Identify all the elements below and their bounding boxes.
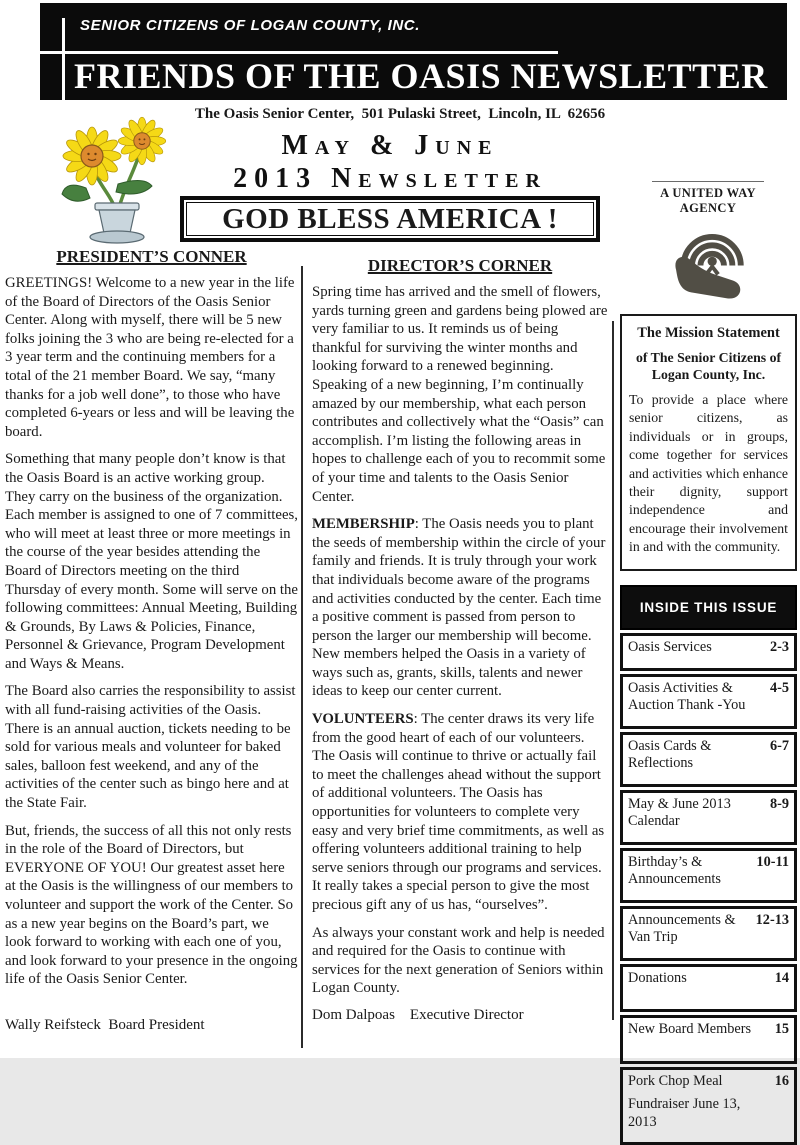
toc-row bbox=[620, 674, 797, 729]
inside-this-issue-table bbox=[620, 585, 797, 1145]
mission-body: To provide a place where senior citizens, as individuals or in groups, come together for services and activities which enhance their dignity, support independence and encourage their involvement in and with the community. bbox=[629, 391, 788, 557]
directors-paragraph bbox=[312, 924, 608, 998]
united-way-rule bbox=[652, 181, 764, 182]
toc-row-title: New Board Members bbox=[628, 1021, 775, 1039]
presidents-paragraph: But, friends, the success of all this not only rests in the role of the Board of Directors, but EVERYONE OF YOU! Our greatest asset here at the Oasis is the willingness of our members to volunteer and support the work of the Center. So as a new year begins on the Board’s part, we look forward to working with each one of you, and look forward to your presence in the ongoing life of the Oasis Senior Center. bbox=[5, 822, 298, 989]
directors-paragraph bbox=[312, 710, 608, 915]
toc-row-title-block bbox=[628, 1073, 775, 1132]
toc-row bbox=[620, 1015, 797, 1064]
toc-row-pages: 14 bbox=[775, 970, 789, 988]
toc-row-subtitle: Fundraiser June 13, 2013 bbox=[628, 1096, 771, 1131]
toc-row-title: Oasis Cards & Reflections bbox=[628, 738, 770, 773]
directors-paragraph bbox=[312, 283, 608, 506]
organization-name: SENIOR CITIZENS OF LOGAN COUNTY, INC. bbox=[80, 17, 420, 34]
presidents-corner-article bbox=[5, 247, 298, 1034]
toc-row-pages: 10-11 bbox=[756, 854, 789, 872]
toc-row bbox=[620, 1067, 797, 1145]
column-divider-right bbox=[612, 321, 614, 1020]
paragraph-text: : The center draws its very life from the good heart of each of our volunteers. The Oasis will continue to thrive or actually fail to meet the challenges ahead without the support of additional volunteers. The Oasis has opportunities for volunteers to complete very easy and very brief time commitments, as well as offering volunteers additional training to help serve seniors through our programs and services. It really takes a special person to give the most precious gift any of us has, “ourselves”. bbox=[312, 711, 604, 913]
presidents-paragraph: Something that many people don’t know is that the Oasis Board is an active working group. They carry on the business of the organization. Each member is assigned to one of 7 committees, who will meet at least three or more meetings in the course of the year besides attending the Board of Directors meeting on the third Thursday of every month. Some will serve on the following committees: Annual Meeting, Building & Grounds, By Laws & Policies, Finance, Personnel & Grievance, Program Development and Ways & Means. bbox=[5, 450, 298, 673]
toc-row-title: Oasis Services bbox=[628, 639, 770, 657]
column-divider-left bbox=[301, 266, 303, 1048]
center-address: The Oasis Senior Center, 501 Pulaski Street, Lincoln, IL 62656 bbox=[0, 106, 800, 123]
toc-row-title: Pork Chop Meal bbox=[628, 1073, 771, 1091]
directors-corner-article bbox=[312, 256, 608, 1024]
toc-row-title: Oasis Activities & Auction Thank -You bbox=[628, 680, 770, 715]
presidents-paragraph: The Board also carries the responsibility to assist with all fund-raising activities of the Oasis. There is an annual auction, tickets needing to be sold for various meals and volunteer for baked sales, balloon fest weekend, and any of the activities of the center such as bingo here and at the State Fair. bbox=[5, 682, 298, 812]
toc-row bbox=[620, 848, 797, 903]
inside-this-issue-header: INSIDE THIS ISSUE bbox=[620, 585, 797, 630]
toc-row-pages: 2-3 bbox=[770, 639, 789, 657]
paragraph-text: Spring time has arrived and the smell of flowers, yards turning green and gardens being plowed are very familiar to us. It reminds us of being thankful for surviving the winter months and looking forward to a renewed beginning. Speaking of a new beginning, I’m continually amazed by our membership, what each person contributes and collectively what the “Oasis” can accomplish. I’m listing the following areas in hopes to challenge each of you to recommit some of your time and talents to the Oasis Senior Center. bbox=[312, 284, 607, 505]
toc-row bbox=[620, 906, 797, 961]
sunflower-pot-image bbox=[52, 122, 184, 248]
masthead-horizontal-rule bbox=[40, 51, 558, 54]
paragraph-lead: VOLUNTEERS bbox=[312, 711, 414, 727]
toc-row-pages: 16 bbox=[775, 1073, 789, 1091]
issue-title bbox=[180, 129, 600, 195]
toc-row-title: May & June 2013 Calendar bbox=[628, 796, 770, 831]
masthead-banner bbox=[40, 3, 787, 100]
president-signature: Wally Reifsteck Board President bbox=[5, 1017, 298, 1034]
paragraph-text: As always your constant work and help is needed and required for the Oasis to continue with services for the next generation of Seniors within Logan County. bbox=[312, 925, 605, 997]
toc-row bbox=[620, 964, 797, 1013]
presidents-paragraph: GREETINGS! Welcome to a new year in the life of the Board of Directors of the Oasis Senior Center. Along with myself, there will be 5 new folks joining the 3 who are being re-elected for a 3 year term and the continuing members for a total of the 21 member Board. We say, “many thanks for a job well done”, to those who have completed 6-years or less and will be leaving the board. bbox=[5, 274, 298, 441]
toc-row bbox=[620, 732, 797, 787]
presidents-corner-heading: PRESIDENT’S CONNER bbox=[5, 247, 298, 267]
paragraph-text: : The Oasis needs you to plant the seeds of membership within the circle of your family and friends. It is truly through your work that individuals become aware of the programs and activities conducted by the center. Each time a positive comment is passed from person to person the larger our membership will become. New members helped the Oasis in a variety of ways such as, grants, skills, talents and newer ideas to keep our center current. bbox=[312, 516, 605, 699]
issue-year-line: 2013 Newsletter bbox=[180, 162, 600, 195]
newsletter-title: FRIENDS OF THE OASIS NEWSLETTER bbox=[74, 55, 768, 97]
mission-title: The Mission Statement bbox=[629, 325, 788, 342]
god-bless-america-text: GOD BLESS AMERICA ! bbox=[222, 203, 558, 236]
issue-month-line: May & June bbox=[180, 129, 600, 162]
united-way-label: A UNITED WAY AGENCY bbox=[643, 186, 773, 216]
united-way-block bbox=[643, 181, 773, 312]
toc-row-pages: 15 bbox=[775, 1021, 789, 1039]
toc-row-pages: 6-7 bbox=[770, 738, 789, 756]
paragraph-lead: MEMBERSHIP bbox=[312, 516, 415, 532]
mission-subtitle: of The Senior Citizens of Logan County, Inc. bbox=[629, 349, 788, 383]
toc-row-pages: 4-5 bbox=[770, 680, 789, 698]
masthead-vertical-rule bbox=[62, 18, 65, 100]
toc-row bbox=[620, 633, 797, 671]
director-signature: Dom Dalpoas Executive Director bbox=[312, 1007, 608, 1024]
toc-row-pages: 12-13 bbox=[756, 912, 789, 930]
toc-row bbox=[620, 790, 797, 845]
mission-statement-box bbox=[620, 314, 797, 571]
directors-corner-heading: DIRECTOR’S CORNER bbox=[312, 256, 608, 276]
god-bless-america-banner bbox=[180, 196, 600, 242]
toc-row-title: Birthday’s & Announcements bbox=[628, 854, 756, 889]
directors-paragraph bbox=[312, 515, 608, 701]
sunflower-illustration bbox=[52, 122, 184, 248]
united-way-logo-icon bbox=[643, 219, 773, 312]
toc-row-title: Donations bbox=[628, 970, 775, 988]
toc-row-pages: 8-9 bbox=[770, 796, 789, 814]
toc-row-title: Announcements & Van Trip bbox=[628, 912, 756, 947]
